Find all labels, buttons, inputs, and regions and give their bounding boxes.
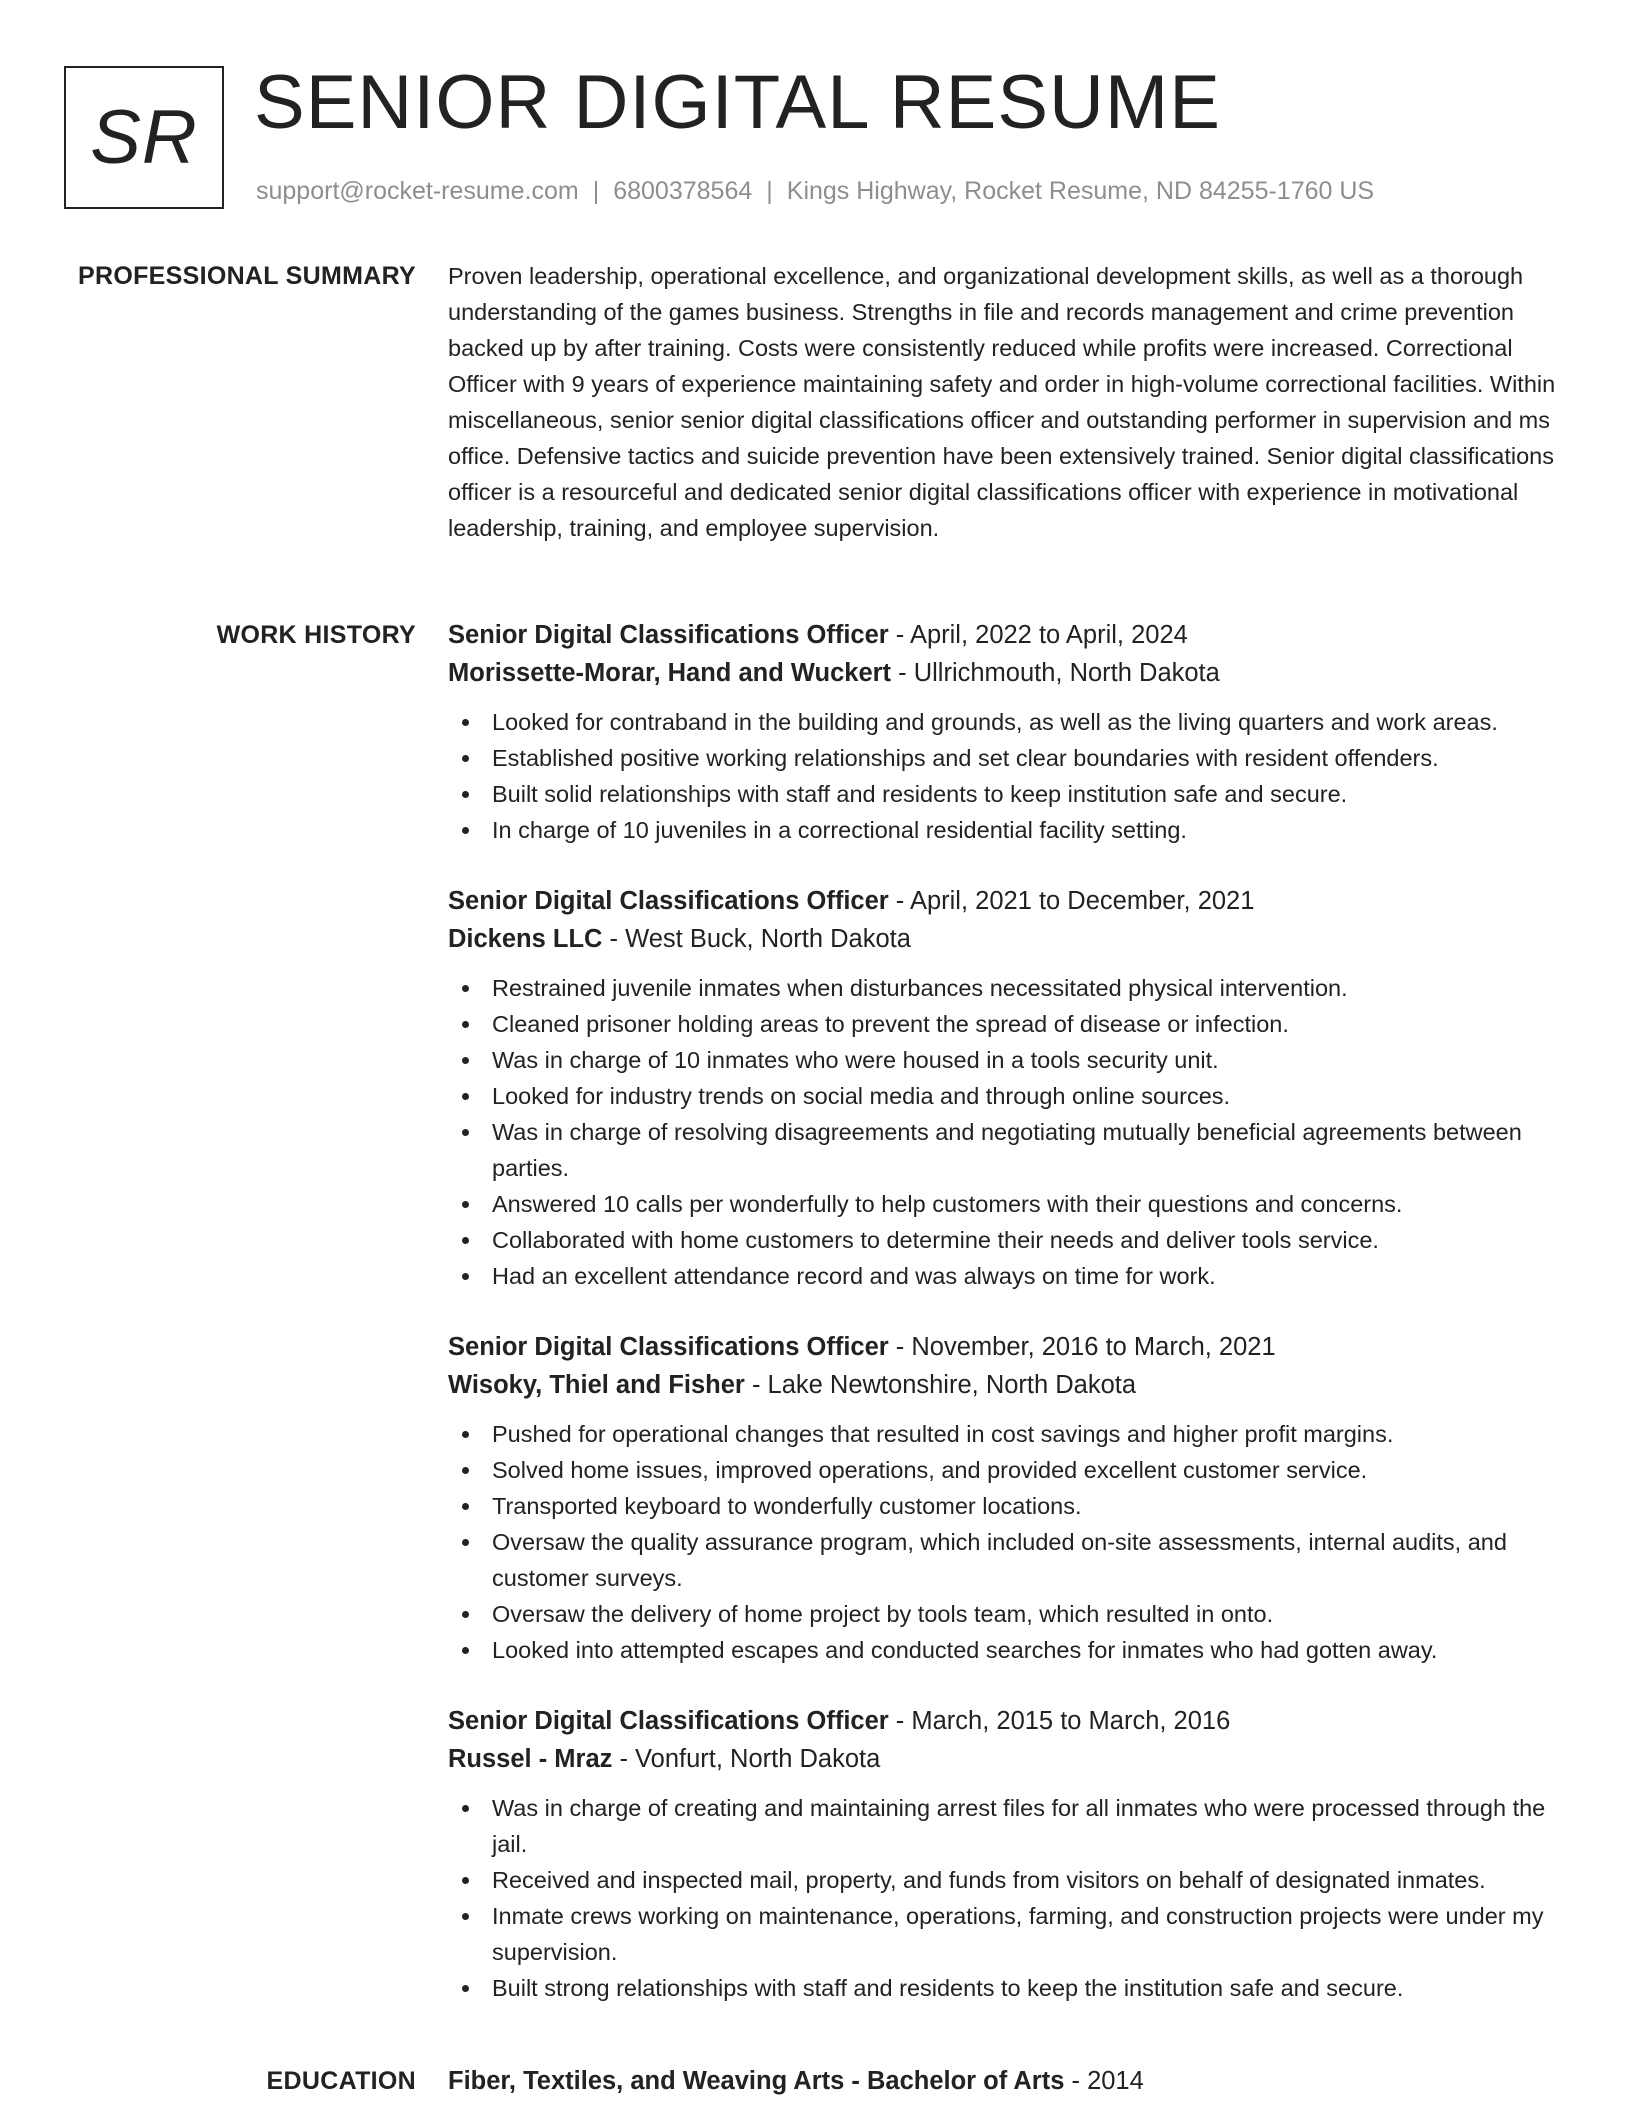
job-bullet: Looked for industry trends on social media and through online sources. [448, 1078, 1576, 1114]
job-bullet: In charge of 10 juveniles in a correctional residential facility setting. [448, 812, 1576, 848]
job-company-line [448, 1366, 1576, 1404]
job-dates: - March, 2015 to March, 2016 [888, 1707, 1231, 1735]
job-bullet: Answered 10 calls per wonderfully to help customers with their questions and concerns. [448, 1186, 1576, 1222]
job-entry [448, 1702, 1576, 2006]
education-degree: Fiber, Textiles, and Weaving Arts - Bachelor of Arts [448, 2067, 1065, 2095]
job-bullet: Established positive working relationships and set clear boundaries with resident offenders. [448, 740, 1576, 776]
job-bullet: Inmate crews working on maintenance, operations, farming, and construction projects were under my supervision. [448, 1898, 1576, 1970]
job-bullet: Pushed for operational changes that resulted in cost savings and higher profit margins. [448, 1416, 1576, 1452]
job-list [448, 616, 1576, 2040]
job-bullet: Built solid relationships with staff and residents to keep institution safe and secure. [448, 776, 1576, 812]
job-bullet: Restrained juvenile inmates when disturbances necessitated physical intervention. [448, 970, 1576, 1006]
job-bullet-list [448, 1790, 1576, 2006]
job-bullet: Looked into attempted escapes and conducted searches for inmates who had gotten away. [448, 1632, 1576, 1668]
section-label-summary: PROFESSIONAL SUMMARY [78, 262, 416, 290]
job-bullet: Transported keyboard to wonderfully customer locations. [448, 1488, 1576, 1524]
job-location: - Vonfurt, North Dakota [612, 1745, 881, 1773]
contact-address: Kings Highway, Rocket Resume, ND 84255-1760 US [786, 177, 1375, 205]
job-title: Senior Digital Classifications Officer [448, 621, 889, 649]
job-bullet-list [448, 970, 1576, 1294]
job-bullet: Built strong relationships with staff and residents to keep the institution safe and secure. [448, 1970, 1576, 2006]
job-company-line [448, 920, 1576, 958]
job-bullet: Looked for contraband in the building and grounds, as well as the living quarters and work areas. [448, 704, 1576, 740]
job-location: - Ullrichmouth, North Dakota [891, 659, 1220, 687]
job-title-line [448, 1702, 1576, 1740]
job-bullet-list [448, 1416, 1576, 1668]
monogram: SR [64, 66, 224, 209]
job-bullet: Was in charge of 10 inmates who were housed in a tools security unit. [448, 1042, 1576, 1078]
job-company: Wisoky, Thiel and Fisher [448, 1371, 745, 1399]
job-dates: - April, 2021 to December, 2021 [888, 887, 1255, 915]
job-bullet: Solved home issues, improved operations, and provided excellent customer service. [448, 1452, 1576, 1488]
contact-email: support@rocket-resume.com [256, 177, 579, 205]
summary-text: Proven leadership, operational excellence, and organizational development skills, as well as a thorough understanding of the games business. Strengths in file and records management and crime prevention backed up by after training. Costs were consistently reduced while profits were increased. Correctional Officer with 9 years of experience maintaining safety and order in high-volume correctional facilities. Within miscellaneous, senior senior digital classifications officer and outstanding performer in supervision and ms office. Defensive tactics and suicide prevention have been extensively trained. Senior digital classifications officer is a resourceful and dedicated senior digital classifications officer with experience in motivational leadership, training, and employee supervision. [448, 263, 1556, 541]
job-bullet-list [448, 704, 1576, 848]
job-bullet: Oversaw the delivery of home project by tools team, which resulted in onto. [448, 1596, 1576, 1632]
job-title-line [448, 616, 1576, 654]
job-company-line [448, 654, 1576, 692]
job-entry [448, 616, 1576, 848]
job-bullet: Was in charge of creating and maintaining arrest files for all inmates who were processed through the jail. [448, 1790, 1576, 1862]
resume-title: SENIOR DIGITAL RESUME [254, 60, 1221, 145]
education-entry [448, 2062, 1576, 2100]
contact-separator: | [766, 177, 773, 205]
job-bullet: Was in charge of resolving disagreements and negotiating mutually beneficial agreements between parties. [448, 1114, 1576, 1186]
job-dates: - November, 2016 to March, 2021 [888, 1333, 1276, 1361]
job-title-line [448, 882, 1576, 920]
job-bullet: Cleaned prisoner holding areas to prevent the spread of disease or infection. [448, 1006, 1576, 1042]
job-bullet: Oversaw the quality assurance program, which included on-site assessments, internal audits, and customer surveys. [448, 1524, 1576, 1596]
job-location: - West Buck, North Dakota [602, 925, 911, 953]
section-label-work-history: WORK HISTORY [216, 621, 416, 649]
job-entry [448, 882, 1576, 1294]
job-bullet: Collaborated with home customers to determine their needs and deliver tools service. [448, 1222, 1576, 1258]
education-year: - 2014 [1064, 2067, 1144, 2095]
contact-line [256, 174, 1374, 208]
contact-phone: 6800378564 [613, 177, 753, 205]
job-company-line [448, 1740, 1576, 1778]
contact-separator: | [592, 177, 600, 205]
job-dates: - April, 2022 to April, 2024 [888, 621, 1188, 649]
job-location: - Lake Newtonshire, North Dakota [744, 1371, 1137, 1399]
job-company: Russel - Mraz [448, 1745, 613, 1773]
job-company: Dickens LLC [448, 925, 603, 953]
section-label-education: EDUCATION [266, 2067, 416, 2095]
job-title: Senior Digital Classifications Officer [448, 1333, 889, 1361]
job-bullet: Had an excellent attendance record and was always on time for work. [448, 1258, 1576, 1294]
job-entry [448, 1328, 1576, 1668]
job-bullet: Received and inspected mail, property, and funds from visitors on behalf of designated inmates. [448, 1862, 1576, 1898]
job-title: Senior Digital Classifications Officer [448, 887, 889, 915]
job-title: Senior Digital Classifications Officer [448, 1707, 889, 1735]
job-company: Morissette-Morar, Hand and Wuckert [448, 659, 892, 687]
job-title-line [448, 1328, 1576, 1366]
